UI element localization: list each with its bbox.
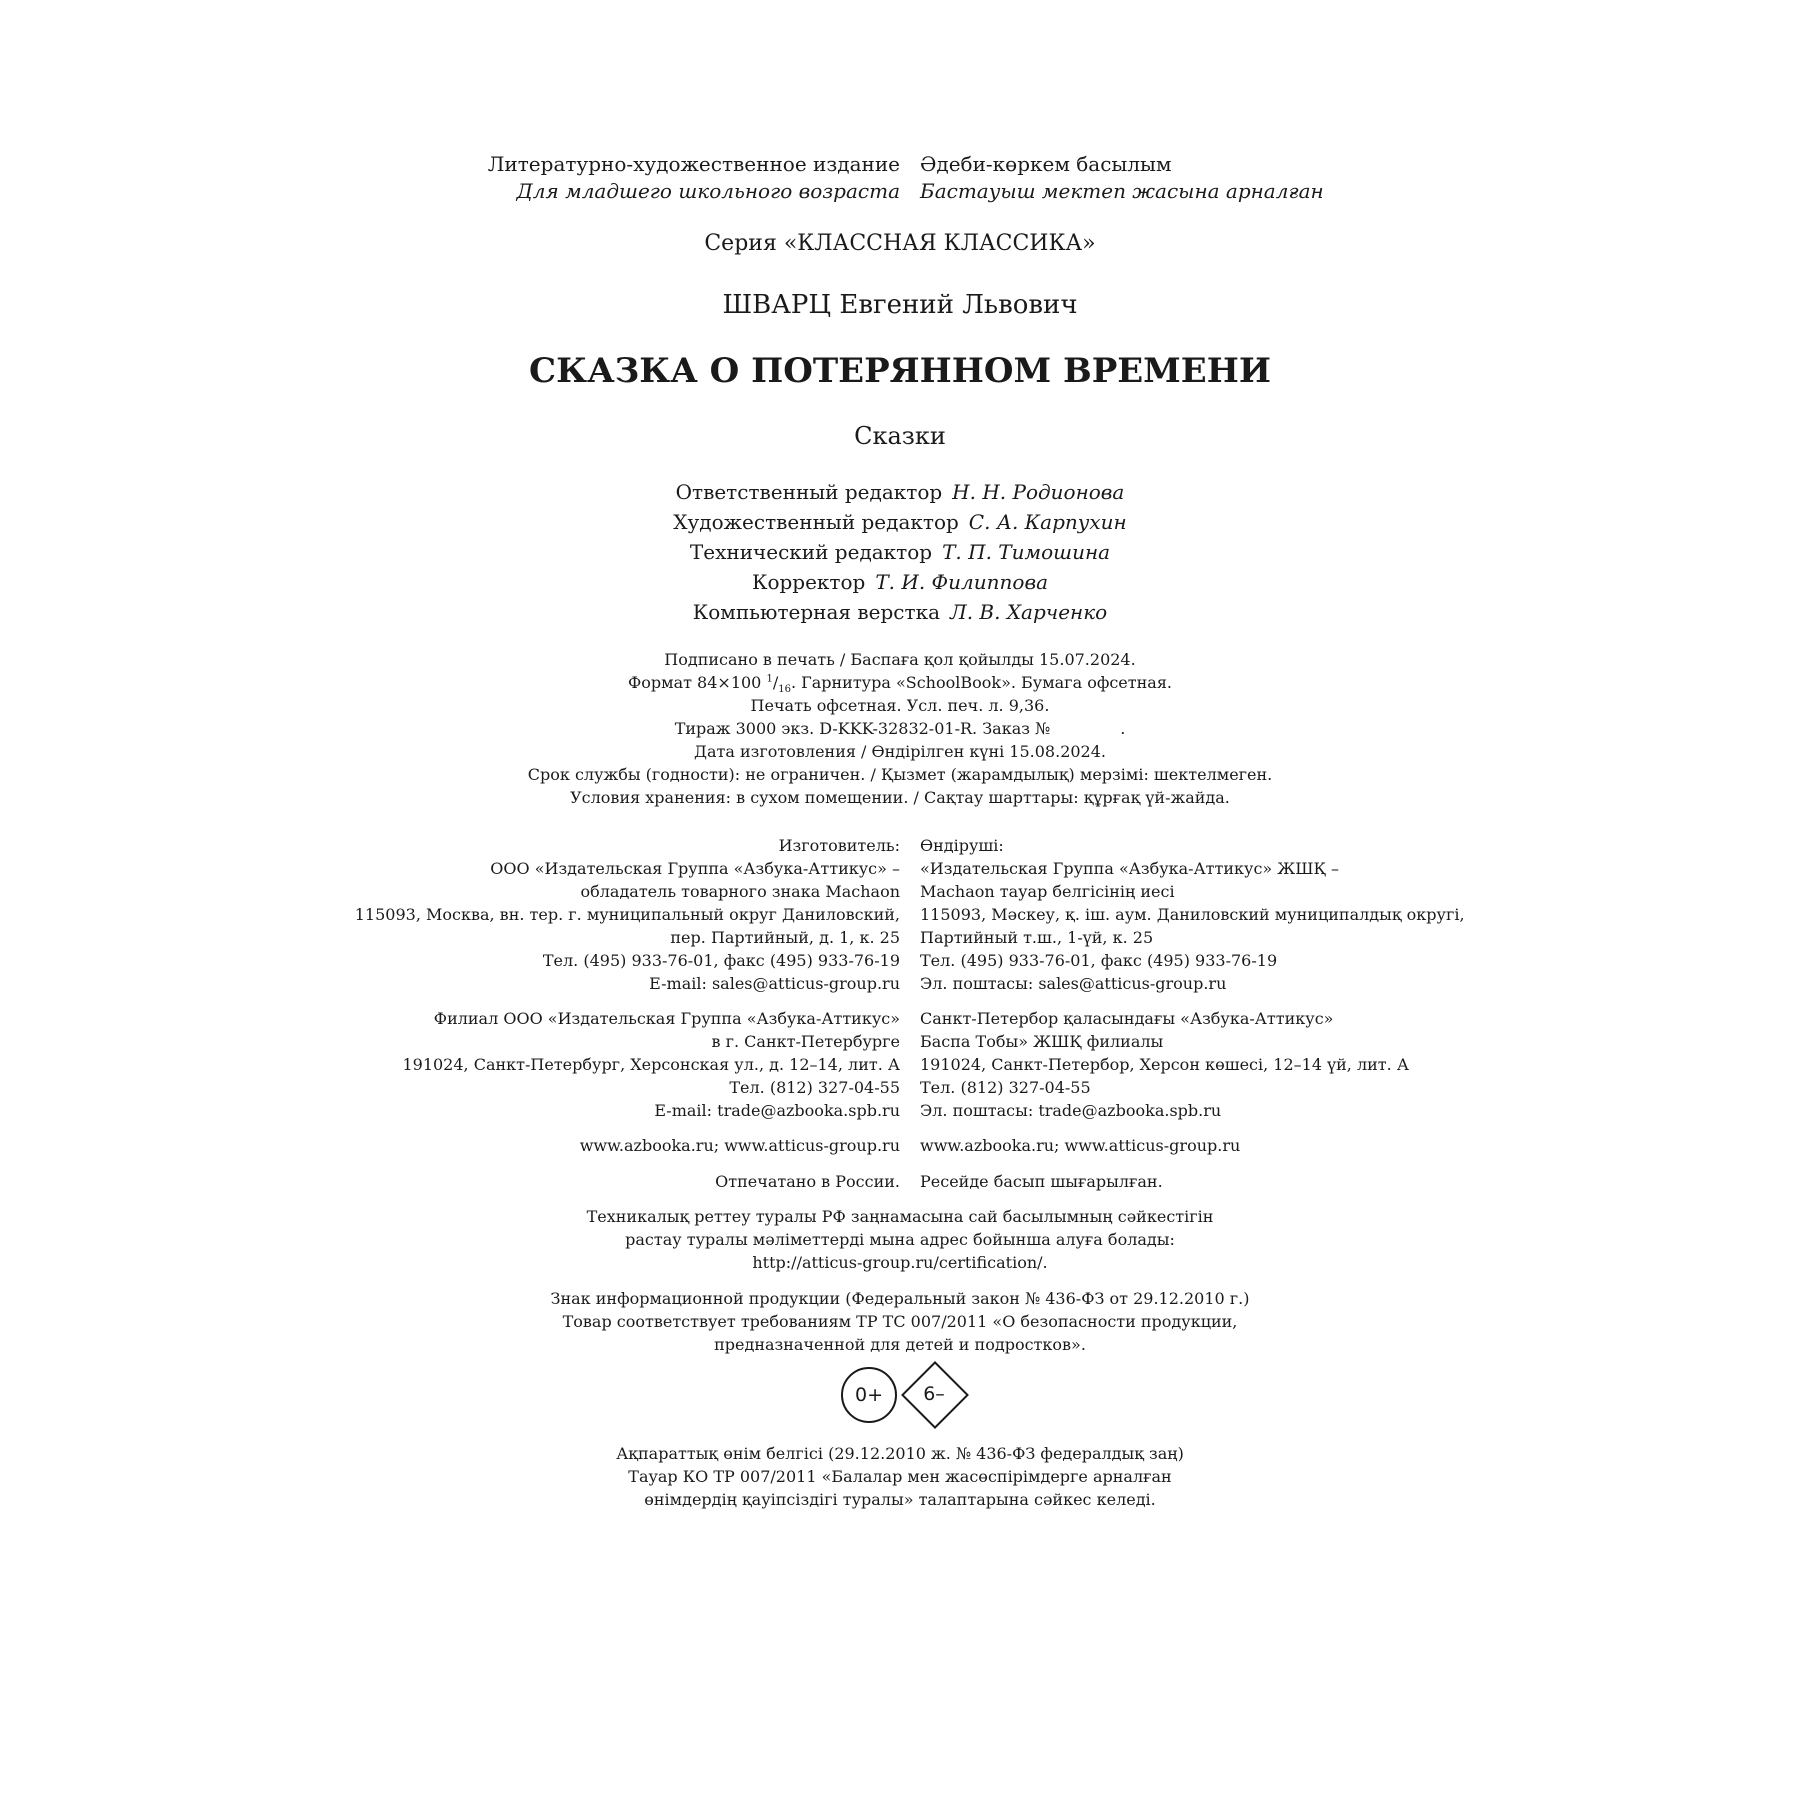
printed-in-left: Отпечатано в России. [715,1172,900,1191]
info-sign-kz-line: өнімдердің қауіпсіздігі туралы» талаптарына сәйкес келеді. [644,1490,1156,1509]
branch-left-line: Тел. (812) 327-04-55 [729,1078,900,1097]
staff-role: Ответственный редактор [675,480,943,504]
certification-line: Техникалық реттеу туралы РФ заңнамасына сай басылымның сәйкестігін [586,1207,1214,1226]
manufacturer-right-line: Machaon тауар белгісінің иесі [920,882,1175,901]
branch-left-line: 191024, Санкт-Петербург, Херсонская ул., д. 12–14, лит. А [402,1055,900,1074]
header-right-line1: Әдеби-көркем басылым [920,152,1172,176]
age-rating-circle-badge [841,1367,897,1423]
manufacturer-left-line: Тел. (495) 933-76-01, факс (495) 933-76-19 [542,951,900,970]
branch-right-line: Тел. (812) 327-04-55 [920,1078,1091,1097]
print-date: Дата изготовления / Өндірілген күні 15.08.2024. [693,742,1106,761]
print-storage: Условия хранения: в сухом помещении. / Сақтау шарттары: құрғақ үй-жайда. [570,788,1230,807]
branch-left [402,1007,900,1122]
run-text: Тираж 3000 экз. D-KKK-32832-01-R. Заказ № [674,719,1051,738]
branch-left-line: в г. Санкт-Петербурге [711,1032,900,1051]
info-sign-ru-line: Знак информационной продукции (Федеральный закон № 436-ФЗ от 29.12.2010 г.) [550,1289,1250,1308]
staff-line [0,540,1800,564]
branch-left-line: E-mail: trade@azbooka.spb.ru [654,1101,900,1120]
staff-role: Технический редактор [689,540,933,564]
format-numerator: 1 [766,673,773,685]
author-name: ШВАРЦ Евгений Львович [722,290,1078,320]
manufacturer-left-line: обладатель товарного знака Machaon [580,882,900,901]
manufacturer-right-line: 115093, Мәскеу, қ. іш. аум. Даниловский муниципалдық округі, [920,905,1465,924]
staff-line [0,570,1800,594]
staff-line [0,600,1800,624]
branch-right-line: Эл. поштасы: trade@azbooka.spb.ru [920,1101,1222,1120]
manufacturer-left [355,834,900,995]
format-text-rest: . Гарнитура «SchoolBook». Бумага офсетная. [790,673,1173,692]
print-offset: Печать офсетная. Усл. печ. л. 9,36. [750,696,1050,715]
branch-right-line: Баспа Тобы» ЖШҚ филиалы [920,1032,1164,1051]
staff-name: Л. В. Харченко [950,600,1108,624]
staff-name: Т. И. Филиппова [875,570,1049,594]
genre: Сказки [854,422,946,450]
staff-role: Корректор [751,570,866,594]
manufacturer-right [920,834,1465,995]
staff-line [0,480,1800,504]
book-title: СКАЗКА О ПОТЕРЯННОМ ВРЕМЕНИ [529,351,1271,391]
manufacturer-right-line: Тел. (495) 933-76-01, факс (495) 933-76-19 [920,951,1278,970]
manufacturer-left-line: 115093, Москва, вн. тер. г. муниципальный округ Даниловский, [354,905,900,924]
staff-role: Компьютерная верстка [692,600,940,624]
manufacturer-left-line: Изготовитель: [778,836,900,855]
info-sign-kz-line: Тауар КО ТР 007/2011 «Балалар мен жасөспірімдерге арналған [628,1467,1172,1486]
staff-name: Т. П. Тимошина [942,540,1111,564]
staff-name: С. А. Карпухин [968,510,1127,534]
printed-in-right: Ресейде басып шығарылған. [920,1172,1163,1191]
format-denominator: 16 [778,684,791,696]
run-end: . [1120,719,1126,738]
staff-name: Н. Н. Родионова [952,480,1125,504]
manufacturer-left-line: E-mail: sales@atticus-group.ru [649,974,900,993]
info-sign-ru-line: Товар соответствует требованиям ТР ТС 007/2011 «О безопасности продукции, [562,1312,1238,1331]
websites-left: www.azbooka.ru; www.atticus-group.ru [579,1136,900,1155]
age-rating-diamond-badge [902,1362,966,1426]
info-sign-ru-line: предназначенной для детей и подростков». [714,1335,1086,1354]
info-sign-kz-line: Ақпараттық өнім белгісі (29.12.2010 ж. № 436-ФЗ федералдық заң) [616,1444,1184,1463]
header-left-line2: Для младшего школьного возраста [516,179,900,203]
staff-role: Художественный редактор [673,510,959,534]
print-run [0,719,1800,738]
age-rating-circle-text: 0+ [854,1384,883,1406]
manufacturer-right-line: Өндіруші: [920,836,1004,855]
manufacturer-right-line: Эл. поштасы: sales@atticus-group.ru [920,974,1227,993]
age-rating-diamond-text: 6– [923,1383,945,1405]
branch-left-line: Филиал ООО «Издательская Группа «Азбука-Аттикус» [433,1009,900,1028]
manufacturer-right-line: «Издательская Группа «Азбука-Аттикус» ЖШҚ – [920,859,1339,878]
header-left-line1: Литературно-художественное издание [487,152,900,176]
header-right-line2: Бастауыш мектеп жасына арналған [920,179,1324,203]
staff-line [0,510,1800,534]
branch-right-line: 191024, Санкт-Петербор, Херсон көшесі, 12–14 үй, лит. А [920,1055,1409,1074]
branch-right-line: Санкт-Петербор қаласындағы «Азбука-Аттикус» [920,1009,1334,1028]
certification-line: растау туралы мәліметтерді мына адрес бойынша алуға болады: [625,1230,1175,1249]
websites-right: www.azbooka.ru; www.atticus-group.ru [920,1136,1241,1155]
branch-right [920,1007,1409,1122]
print-shelf-life: Срок службы (годности): не ограничен. / Қызмет (жарамдылық) мерзімі: шектелмеген. [527,765,1273,784]
format-text: Формат 84×100 [627,673,767,692]
format-slash: / [772,673,779,692]
manufacturer-right-line: Партийный т.ш., 1-үй, к. 25 [920,928,1154,947]
print-signed: Подписано в печать / Баспаға қол қойылды 15.07.2024. [664,650,1136,669]
certification-url: http://atticus-group.ru/certification/. [752,1253,1048,1272]
series-name: Серия «КЛАССНАЯ КЛАССИКА» [704,231,1096,256]
manufacturer-left-line: ООО «Издательская Группа «Азбука-Аттикус» – [490,859,900,878]
print-format [0,673,1800,695]
manufacturer-left-line: пер. Партийный, д. 1, к. 25 [670,928,900,947]
